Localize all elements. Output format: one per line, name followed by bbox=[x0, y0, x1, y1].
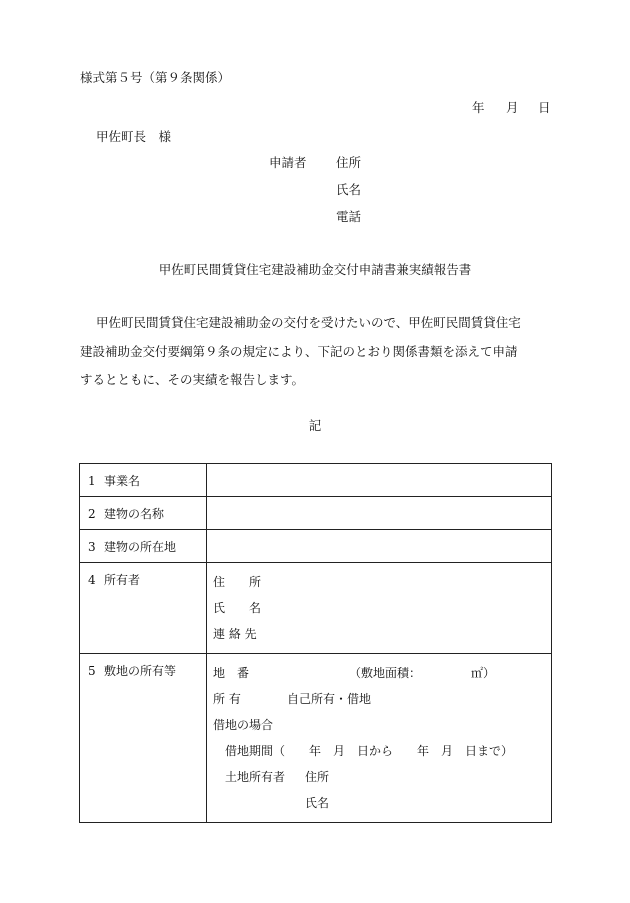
ki-marker: 記 bbox=[308, 418, 322, 433]
project-name-field[interactable] bbox=[207, 464, 552, 497]
application-table bbox=[79, 463, 552, 823]
site-ownership-cell[interactable] bbox=[207, 654, 552, 823]
site-area-label: （敷地面積： bbox=[349, 666, 422, 680]
row-label-cell bbox=[80, 563, 207, 654]
table-row bbox=[80, 530, 552, 563]
row-label: 所有者 bbox=[104, 573, 141, 587]
row-label: 事業名 bbox=[104, 473, 141, 488]
body-text-line-2: 建設補助金交付要綱第９条の規定により、下記のとおり関係書類を添えて申請 bbox=[80, 344, 518, 359]
lease-case-label: 借地の場合 bbox=[213, 718, 274, 732]
addressee: 甲佐町長 様 bbox=[96, 129, 172, 144]
form-number: 様式第５号（第９条関係） bbox=[80, 70, 231, 85]
lot-number-label: 地 番 bbox=[213, 666, 250, 680]
applicant-label: 申請者 bbox=[269, 155, 307, 170]
owner-info-cell[interactable] bbox=[207, 563, 552, 654]
row-label-cell bbox=[80, 654, 207, 823]
row-label: 建物の所在地 bbox=[104, 539, 177, 554]
document-title: 甲佐町民間賃貸住宅建設補助金交付申請書兼実績報告書 bbox=[158, 262, 472, 277]
lease-period-label: 借地期間（ 年 月 日から 年 月 日まで） bbox=[225, 744, 514, 758]
applicant-name-label: 氏名 bbox=[336, 182, 362, 197]
row-label-cell bbox=[80, 464, 207, 497]
table-row bbox=[80, 654, 552, 823]
land-owner-address-label: 住所 bbox=[305, 770, 330, 784]
row-number: 3 bbox=[88, 539, 96, 554]
row-label: 建物の名称 bbox=[104, 506, 165, 521]
date-year-label: 年 bbox=[472, 100, 485, 115]
site-area-unit: ㎡） bbox=[471, 666, 496, 680]
row-label: 敷地の所有等 bbox=[104, 664, 177, 678]
owner-address-label: 住 所 bbox=[213, 575, 262, 589]
body-text-line-3: するとともに、その実績を報告します。 bbox=[80, 372, 305, 387]
date-day-label: 日 bbox=[538, 100, 551, 115]
ownership-options: 自己所有・借地 bbox=[287, 692, 372, 706]
building-name-field[interactable] bbox=[207, 497, 552, 530]
table-row bbox=[80, 563, 552, 654]
row-number: 5 bbox=[88, 664, 96, 678]
applicant-address-label: 住所 bbox=[336, 155, 362, 170]
owner-contact-label: 連 絡 先 bbox=[213, 627, 257, 641]
owner-name-label: 氏 名 bbox=[213, 601, 262, 615]
date-month-label: 月 bbox=[506, 100, 519, 115]
land-owner-label: 土地所有者 bbox=[225, 770, 286, 784]
ownership-label: 所 有 bbox=[213, 692, 241, 706]
row-number: 2 bbox=[88, 506, 96, 521]
land-owner-name-label: 氏名 bbox=[305, 796, 330, 810]
row-label-cell bbox=[80, 530, 207, 563]
row-label-cell bbox=[80, 497, 207, 530]
applicant-phone-label: 電話 bbox=[336, 209, 362, 224]
row-number: 4 bbox=[88, 573, 96, 587]
table-row bbox=[80, 497, 552, 530]
building-location-field[interactable] bbox=[207, 530, 552, 563]
body-text-line-1: 甲佐町民間賃貸住宅建設補助金の交付を受けたいので、甲佐町民間賃貸住宅 bbox=[96, 315, 521, 330]
table-row bbox=[80, 464, 552, 497]
row-number: 1 bbox=[88, 473, 96, 488]
